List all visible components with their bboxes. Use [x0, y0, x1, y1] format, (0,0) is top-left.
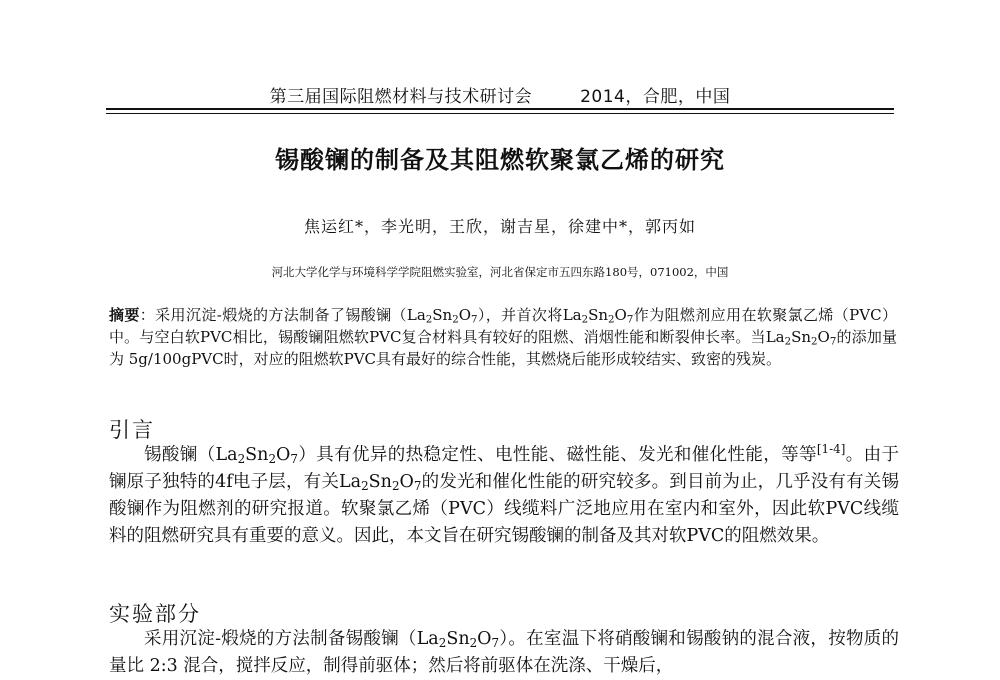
abstract-text: Sn — [432, 306, 453, 324]
body-text: O — [399, 472, 414, 492]
abstract-text: ：采用沉淀-煅烧的方法制备了锡酸镧（La — [139, 306, 426, 324]
body-text: Sn — [446, 629, 470, 649]
body-text: 的发光和催化性能的研究较多。到目前为止，几乎没有有关锡酸镧作为阻燃剂的研究报道。软聚氯乙烯（PVC）线缆料广泛地应用在室内和室外，因此软PVC线缆料的阻燃研究具有重要的意义。因此，本文旨在研究锡酸镧的制备及其对软PVC的阻燃效果。 — [109, 472, 899, 546]
subscript: 2 — [438, 635, 447, 650]
subscript: 2 — [608, 314, 615, 326]
subscript: 2 — [425, 314, 433, 326]
conference-header — [0, 82, 1000, 107]
body-text: ）具有优异的热稳定性、电性能、磁性能、发光和催化性能，等等 — [297, 445, 817, 465]
abstract-text: Sn — [588, 306, 609, 324]
subscript: 7 — [413, 478, 422, 493]
abstract-text: ），并首次将La — [477, 306, 582, 324]
paper-title: 锡酸镧的制备及其阻燃软聚氯乙烯的研究 — [275, 146, 725, 174]
subscript: 2 — [361, 478, 369, 493]
subscript: 2 — [469, 635, 478, 650]
section-heading-intro: 引言 — [109, 418, 155, 442]
citation: [1-4] — [816, 442, 846, 457]
abstract-text: 的添加量为 5g/100gPVC时，对应的阻燃软PVC具有最好的综合性能，其燃烧后能形成较结实、致密的残炭。 — [109, 328, 897, 368]
body-text: 采用沉淀-煅烧的方法制备锡酸镧（La — [144, 629, 439, 649]
subscript: 7 — [471, 314, 478, 326]
abstract-label: 摘要 — [109, 306, 140, 324]
subscript: 2 — [237, 451, 246, 466]
subscript: 7 — [829, 336, 837, 348]
body-text: Sn — [245, 445, 269, 465]
abstract — [109, 304, 897, 370]
abstract-text: O — [458, 306, 471, 324]
abstract-text: 作为阻燃剂应用在软聚氯乙烯（PVC）中。与空白软PVC相比，锡酸镧阻燃软PVC复合材料具有较好的阻燃、消烟性能和断裂伸长率。当La — [109, 306, 897, 346]
subscript: 7 — [626, 314, 634, 326]
subscript: 7 — [491, 635, 500, 650]
body-text: ）。在室温下将硝酸镧和锡酸钠的混合液，按物质的量比 2:3 混合，搅拌反应，制得前驱体；然后将前驱体在洗涤、干燥后， — [109, 629, 900, 676]
abstract-text: O — [614, 306, 627, 324]
intro-paragraph — [109, 442, 899, 550]
body-text: Sn — [368, 472, 392, 492]
subscript: 2 — [811, 336, 818, 348]
subscript: 2 — [452, 314, 459, 326]
author-list: 焦运红*，李光明，王欣，谢吉星，徐建中*，郭丙如 — [303, 217, 696, 236]
body-text: O — [276, 445, 291, 465]
body-text: 。由于镧原子独特的4f电子层，有关La — [109, 445, 900, 492]
body-text: 锡酸镧（La — [144, 445, 238, 465]
section-heading-experimental: 实验部分 — [109, 602, 201, 626]
conference-name: 第三届国际阻燃材料与技术研讨会 — [269, 87, 533, 107]
subscript: 7 — [290, 451, 298, 466]
body-text: O — [477, 629, 492, 649]
header-rule — [106, 108, 894, 114]
abstract-text: O — [817, 328, 830, 346]
subscript: 2 — [268, 451, 277, 466]
subscript: 2 — [391, 478, 400, 493]
experimental-paragraph — [109, 626, 899, 680]
abstract-text: Sn — [791, 328, 812, 346]
conference-date-place: 2014，合肥，中国 — [580, 87, 731, 107]
subscript: 2 — [581, 314, 589, 326]
subscript: 2 — [784, 336, 792, 348]
affiliation: 河北大学化学与环境科学学院阻燃实验室，河北省保定市五四东路180号，071002，中国 — [271, 265, 729, 279]
